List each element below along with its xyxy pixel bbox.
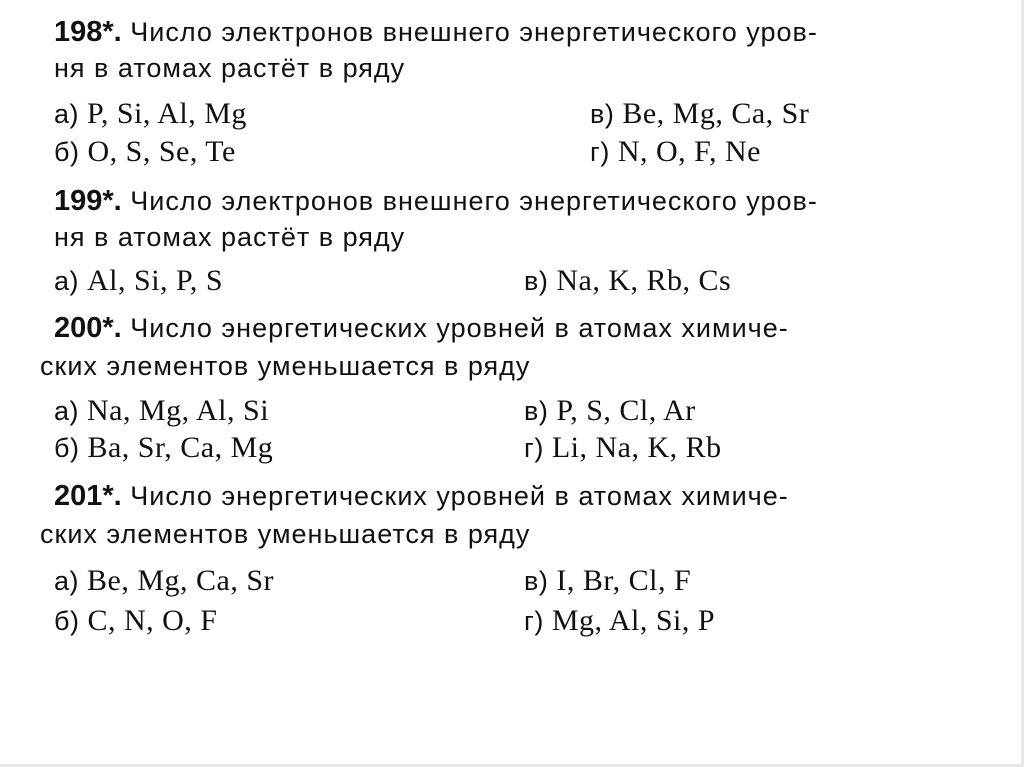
problem-200-title [54,312,789,344]
option-letter: в) [590,99,615,129]
option-text: P, Si, Al, Mg [87,97,247,130]
option-letter: г) [590,137,610,167]
problem-199-title [54,185,818,217]
problem-199-option-a [54,264,223,298]
problem-201-title [54,480,789,512]
option-text: Na, Mg, Al, Si [87,394,270,427]
problem-198-option-g [590,135,761,169]
option-text: N, O, F, Ne [617,135,761,168]
problem-text-line1: Число электронов внешнего энергетического уров- [130,17,818,47]
problem-200-option-b [54,431,273,465]
option-text: Mg, Al, Si, P [551,604,716,637]
problem-text-line1: Число энергетических уровней в атомах химиче- [130,313,789,343]
problem-198-option-b [54,135,236,169]
problem-200-option-a [54,394,269,428]
problem-200-option-v [524,394,696,428]
problem-number: 201*. [54,480,122,512]
option-text: Ba, Sr, Ca, Mg [87,431,274,464]
problem-198-option-a [54,97,247,131]
option-letter: б) [54,606,80,636]
problem-text-line1: Число энергетических уровней в атомах химиче- [130,481,789,511]
option-text: Be, Mg, Ca, Sr [622,97,810,130]
option-letter: в) [524,266,549,296]
option-text: Be, Mg, Ca, Sr [87,564,275,597]
problem-number: 200*. [54,312,122,344]
problem-201-option-b [54,604,218,638]
option-text: C, N, O, F [87,604,218,637]
problem-201-text-line2: ских элементов уменьшается в ряду [40,519,531,549]
option-letter: б) [54,433,80,463]
option-text: Al, Si, P, S [87,264,224,297]
problem-198-title [54,16,818,48]
option-text: P, S, Cl, Ar [556,394,696,427]
problem-198-text-line2: ня в атомах растёт в ряду [54,53,406,83]
option-letter: б) [54,137,80,167]
option-letter: г) [524,606,544,636]
problem-text-line1: Число электронов внешнего энергетического уров- [130,186,818,216]
problem-198-option-v [590,97,809,131]
option-letter: г) [524,433,544,463]
problem-201-option-a [54,564,274,598]
option-letter: в) [524,566,549,596]
option-text: O, S, Se, Te [87,135,236,168]
problem-200-option-g [524,431,722,465]
option-text: I, Br, Cl, F [556,564,692,597]
problem-199-option-v [524,264,731,298]
problem-201-option-v [524,564,691,598]
option-text: Na, K, Rb, Cs [556,264,732,297]
problem-201-option-g [524,604,715,638]
problem-number: 198*. [54,16,122,48]
option-letter: а) [54,99,80,129]
problem-200-text-line2: ских элементов уменьшается в ряду [40,351,531,381]
option-letter: а) [54,396,80,426]
option-letter: а) [54,566,80,596]
problem-199-text-line2: ня в атомах растёт в ряду [54,222,406,252]
option-letter: в) [524,396,549,426]
problem-number: 199*. [54,185,122,217]
option-letter: а) [54,266,80,296]
option-text: Li, Na, K, Rb [551,431,722,464]
